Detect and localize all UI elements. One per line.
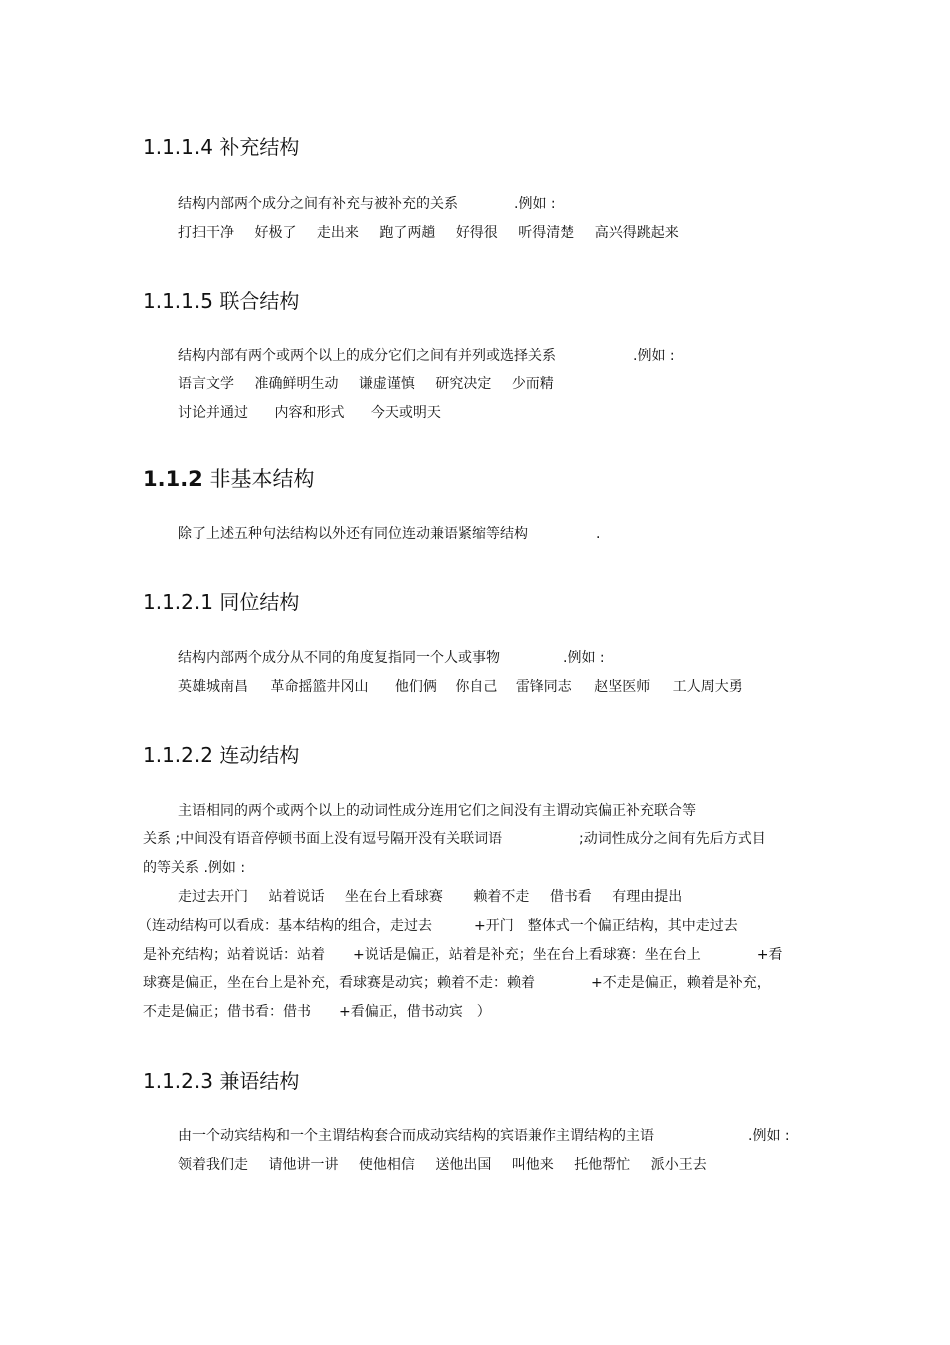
- example-item: 好得很: [455, 225, 498, 241]
- note-line-1: （连动结构可以看成：基本结构的组合，走过去 +开门 整体式一个偏正结构，其中走过去: [138, 918, 738, 934]
- section-heading-1121: 1.1.2.1 同位结构: [143, 590, 300, 614]
- example-item: 研究决定: [435, 376, 492, 392]
- example-item: 走过去开门: [178, 889, 248, 905]
- example-item: 派小王去: [650, 1157, 707, 1173]
- example-item: 有理由提出: [612, 889, 683, 905]
- paragraph-1115: [178, 348, 675, 364]
- example-item: 送他出国: [435, 1157, 492, 1173]
- example-item: 走出来: [316, 225, 359, 241]
- examples-1115-line1: [178, 376, 570, 392]
- main-heading-number: 1.1.2: [143, 467, 203, 491]
- example-item: 你自己: [455, 679, 498, 695]
- example-item: 站着说话: [268, 889, 325, 905]
- example-item: 跑了两趟: [379, 225, 436, 241]
- paragraph-text: 结构内部两个成分之间有补充与被补充的关系: [178, 196, 458, 212]
- example-item: 请他讲一讲: [268, 1157, 339, 1173]
- example-item: 工人周大勇: [672, 679, 743, 695]
- main-heading-title: 非基本结构: [209, 467, 315, 491]
- example-item: 坐在台上看球赛: [344, 889, 443, 905]
- main-heading-112: [143, 463, 314, 493]
- paragraph-112: [178, 526, 601, 542]
- example-lead: .例如 :: [633, 348, 675, 364]
- example-item: 少而精: [511, 376, 554, 392]
- examples-1121: [178, 679, 759, 695]
- note-line-3: 球赛是偏正，坐在台上是补充，看球赛是动宾；赖着不走：赖着 +不走是偏正，赖着是补充，: [143, 975, 771, 991]
- example-item: 借书看: [549, 889, 592, 905]
- example-item: 听得清楚: [518, 225, 575, 241]
- example-item: 高兴得跳起来: [594, 225, 679, 241]
- example-item: 英雄城南昌: [178, 679, 248, 695]
- example-item: 革命摇篮井冈山: [270, 679, 369, 695]
- paragraph-text: 关系 ;中间没有语音停顿书面上没有逗号隔开没有关联词语: [143, 831, 503, 847]
- example-item: 领着我们走: [178, 1157, 248, 1173]
- example-item: 内容和形式: [274, 405, 345, 421]
- example-item: 今天或明天: [370, 405, 441, 421]
- section-heading-1114: 1.1.1.4 补充结构: [143, 135, 300, 159]
- example-lead: .例如 :: [514, 196, 556, 212]
- section-heading-1123: 1.1.2.3 兼语结构: [143, 1069, 300, 1093]
- paragraph-text: ;动词性成分之间有先后方式目: [579, 831, 766, 847]
- example-item: 使他相信: [358, 1157, 415, 1173]
- example-item: 赵坚医师: [594, 679, 651, 695]
- examples-1122: [178, 889, 698, 905]
- paragraph-1122-line2: [143, 831, 793, 847]
- section-heading-1115: 1.1.1.5 联合结构: [143, 289, 300, 313]
- paragraph-1121: [178, 650, 605, 666]
- paragraph-text: 由一个动宾结构和一个主谓结构套合而成动宾结构的宾语兼作主谓结构的主语: [178, 1128, 654, 1144]
- note-line-2: 是补充结构；站着说话：站着 +说话是偏正，站着是补充；坐在台上看球赛：坐在台上 +看: [143, 947, 783, 963]
- example-item: 准确鲜明生动: [254, 376, 339, 392]
- example-item: 雷锋同志: [515, 679, 572, 695]
- examples-1123: [178, 1157, 723, 1173]
- section-heading-1122: 1.1.2.2 连动结构: [143, 743, 300, 767]
- example-item: 赖着不走: [473, 889, 530, 905]
- example-item: 托他帮忙: [574, 1157, 631, 1173]
- paragraph-1123: [178, 1128, 790, 1144]
- example-item: 打扫干净: [178, 225, 234, 241]
- paragraph-1122-line3: 的等关系 .例如 :: [143, 860, 246, 876]
- example-item: 讨论并通过: [178, 405, 248, 421]
- examples-1115-line2: [178, 405, 457, 421]
- paragraph-text: 除了上述五种句法结构以外还有同位连动兼语紧缩等结构: [178, 526, 528, 542]
- example-item: 谦虚谨慎: [358, 376, 415, 392]
- example-lead: .例如 :: [563, 650, 605, 666]
- paragraph-text: 结构内部两个成分从不同的角度复指同一个人或事物: [178, 650, 500, 666]
- paragraph-1122-line1: 主语相同的两个或两个以上的动词性成分连用它们之间没有主谓动宾偏正补充联合等: [178, 803, 696, 819]
- paragraph-text: 结构内部有两个或两个以上的成分它们之间有并列或选择关系: [178, 348, 556, 364]
- paragraph-1114: [178, 196, 556, 212]
- example-item: 语言文学: [178, 376, 234, 392]
- example-lead: .例如 :: [748, 1128, 790, 1144]
- paragraph-dot: .: [596, 526, 601, 542]
- note-line-4: 不走是偏正；借书看：借书 +看偏正，借书动宾 ）: [143, 1004, 491, 1020]
- example-item: 叫他来: [511, 1157, 554, 1173]
- example-item: 他们俩: [394, 679, 437, 695]
- example-item: 好极了: [254, 225, 297, 241]
- examples-1114: [178, 225, 695, 241]
